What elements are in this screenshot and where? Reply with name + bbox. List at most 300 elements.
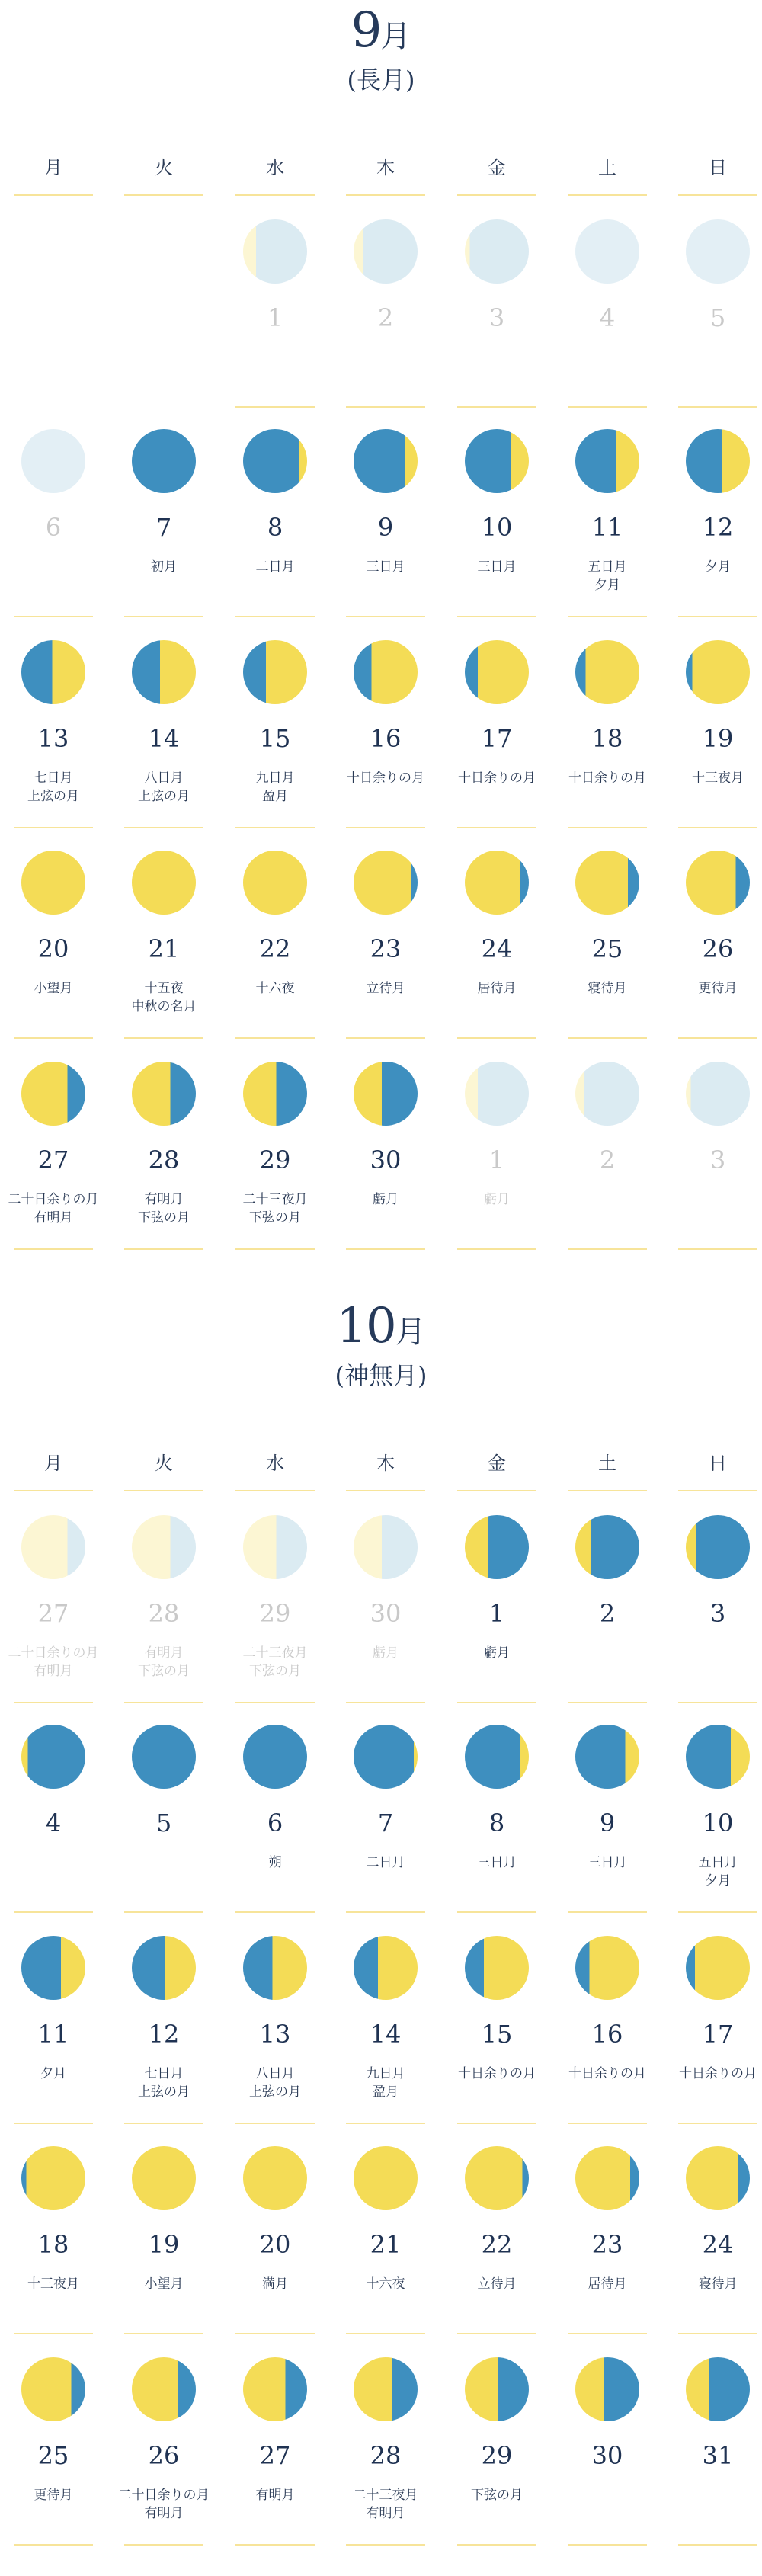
day-number: 20 <box>37 934 69 963</box>
moon-phase-icon <box>465 2357 529 2421</box>
divider <box>235 1037 315 1039</box>
day-number: 28 <box>370 2441 402 2470</box>
moon-phase-icon <box>354 640 418 704</box>
moon-phase-icon <box>132 2357 196 2421</box>
note-line: 五日月 <box>698 1855 738 1870</box>
note-line: 二十日余りの月 <box>8 1645 99 1661</box>
moon-phase-icon <box>21 1062 85 1126</box>
month-block <box>0 1296 762 2576</box>
day-number: 23 <box>591 2230 623 2259</box>
moon-name-note <box>664 2275 762 2293</box>
day-number: 6 <box>267 1809 283 1837</box>
moon-name-note <box>110 558 217 576</box>
moon-phase-icon <box>465 1515 529 1579</box>
divider <box>457 827 536 828</box>
moon-name-note <box>443 1190 550 1209</box>
moon-phase-icon <box>354 851 418 915</box>
divider <box>346 1702 425 1703</box>
moon-phase-icon <box>243 1515 307 1579</box>
divider <box>568 2123 647 2124</box>
divider <box>235 827 315 828</box>
day-number: 29 <box>259 1145 291 1174</box>
day-number: 13 <box>37 724 69 753</box>
day-number: 27 <box>259 2441 291 2470</box>
day-number: 19 <box>148 2230 180 2259</box>
moon-name-note <box>110 2486 217 2523</box>
divider <box>235 1490 315 1491</box>
day-number: 4 <box>45 1809 62 1837</box>
note-line: 下弦の月 <box>249 1210 301 1226</box>
note-line: 三日月 <box>477 559 517 575</box>
divider <box>346 2333 425 2334</box>
moon-name-note <box>443 2486 550 2504</box>
divider <box>568 616 647 617</box>
note-line: 上弦の月 <box>27 789 79 804</box>
note-line: 立待月 <box>477 2276 517 2292</box>
divider <box>678 827 757 828</box>
moon-phase-icon <box>686 2357 750 2421</box>
moon-phase-icon <box>243 2357 307 2421</box>
moon-name-note <box>0 2065 107 2083</box>
moon-name-note <box>0 1644 107 1680</box>
note-line: 十三夜月 <box>692 771 744 786</box>
day-number: 26 <box>702 934 734 963</box>
divider <box>678 1702 757 1703</box>
divider <box>568 194 647 196</box>
moon-phase-icon <box>686 1062 750 1126</box>
day-number: 14 <box>148 724 180 753</box>
note-line: 十日余りの月 <box>458 2066 536 2081</box>
divider <box>678 406 757 408</box>
divider <box>235 406 315 408</box>
moon-phase-icon <box>575 2357 639 2421</box>
divider <box>678 2544 757 2546</box>
divider <box>235 194 315 196</box>
divider <box>457 616 536 617</box>
day-number: 15 <box>259 724 291 753</box>
note-line: 寝待月 <box>698 2276 738 2292</box>
moon-name-note <box>110 979 217 1016</box>
divider <box>14 2333 93 2334</box>
moon-phase-icon <box>465 429 529 493</box>
note-line: 二十三夜月 <box>242 1192 308 1207</box>
moon-name-note <box>554 558 661 594</box>
note-line: 二十日余りの月 <box>8 1192 99 1207</box>
divider <box>124 1490 203 1491</box>
moon-name-note <box>0 1190 107 1227</box>
note-line: 有明月 <box>144 2506 184 2521</box>
note-line: 小望月 <box>144 2276 184 2292</box>
divider <box>124 1911 203 1913</box>
divider <box>457 1911 536 1913</box>
day-number: 16 <box>591 2020 623 2049</box>
note-line: 十日余りの月 <box>568 2066 646 2081</box>
day-number: 7 <box>155 513 172 542</box>
moon-name-note <box>332 2486 439 2523</box>
moon-phase-icon <box>243 1725 307 1789</box>
moon-name-note <box>443 1644 550 1662</box>
divider <box>14 194 93 196</box>
moon-phase-icon <box>354 1936 418 2000</box>
moon-phase-icon <box>575 1936 639 2000</box>
moon-phase-icon <box>686 2146 750 2210</box>
divider <box>678 1248 757 1250</box>
moon-name-note <box>664 769 762 787</box>
note-line: 立待月 <box>366 981 405 996</box>
day-number: 26 <box>148 2441 180 2470</box>
moon-name-note <box>110 769 217 806</box>
divider <box>124 2544 203 2546</box>
moon-name-note <box>222 769 328 806</box>
note-line: 十五夜 <box>144 981 184 996</box>
moon-name-note <box>0 769 107 806</box>
note-line: 中秋の名月 <box>131 999 197 1014</box>
divider <box>14 1490 93 1491</box>
note-line: 虧月 <box>484 1192 510 1207</box>
note-line: 二十日余りの月 <box>118 2488 210 2503</box>
moon-name-note <box>443 2275 550 2293</box>
day-number: 12 <box>702 513 734 542</box>
moon-phase-icon <box>132 429 196 493</box>
divider <box>568 1248 647 1250</box>
divider <box>346 1037 425 1039</box>
moon-name-note <box>443 2065 550 2083</box>
note-line: 十日余りの月 <box>568 771 646 786</box>
note-line: 更待月 <box>698 981 738 996</box>
divider <box>124 1248 203 1250</box>
moon-name-note <box>443 979 550 998</box>
divider <box>346 406 425 408</box>
divider <box>124 1702 203 1703</box>
moon-phase-icon <box>243 219 307 284</box>
divider <box>678 1037 757 1039</box>
divider <box>678 616 757 617</box>
note-line: 九日月 <box>366 2066 405 2081</box>
day-number: 29 <box>259 1599 291 1628</box>
day-number: 5 <box>155 1809 172 1837</box>
note-line: 十六夜 <box>366 2276 405 2292</box>
divider <box>346 616 425 617</box>
moon-name-note <box>554 979 661 998</box>
divider <box>568 1037 647 1039</box>
divider <box>14 1037 93 1039</box>
moon-phase-icon <box>21 2357 85 2421</box>
weekday-label: 日 <box>709 1453 727 1474</box>
moon-name-note <box>110 2275 217 2293</box>
month-number: 9 <box>351 2 381 59</box>
month-unit: 月 <box>380 19 411 54</box>
moon-name-note <box>443 769 550 787</box>
day-number: 1 <box>488 1599 505 1628</box>
day-number: 10 <box>481 513 513 542</box>
moon-name-note <box>332 769 439 787</box>
moon-phase-icon <box>465 219 529 284</box>
weekday-label: 木 <box>376 157 395 178</box>
moon-phase-icon <box>354 2146 418 2210</box>
moon-name-note <box>332 2065 439 2101</box>
moon-phase-icon <box>686 1936 750 2000</box>
moon-phase-icon <box>354 1062 418 1126</box>
moon-phase-icon <box>21 851 85 915</box>
divider <box>678 194 757 196</box>
weekday-label: 水 <box>266 157 284 178</box>
day-number: 4 <box>599 303 616 332</box>
month-title <box>0 0 762 61</box>
moon-phase-icon <box>354 2357 418 2421</box>
moon-phase-icon <box>132 1725 196 1789</box>
note-line: 虧月 <box>484 1645 510 1661</box>
moon-phase-icon <box>354 429 418 493</box>
divider <box>457 2544 536 2546</box>
divider <box>235 1702 315 1703</box>
note-line: 三日月 <box>366 559 405 575</box>
moon-name-note <box>554 2275 661 2293</box>
divider <box>14 827 93 828</box>
moon-name-note <box>332 1190 439 1209</box>
divider <box>14 616 93 617</box>
moon-name-note <box>110 1190 217 1227</box>
note-line: 十六夜 <box>255 981 295 996</box>
divider <box>346 2123 425 2124</box>
note-line: 更待月 <box>34 2488 73 2503</box>
moon-phase-icon <box>575 851 639 915</box>
moon-name-note <box>222 979 328 998</box>
note-line: 下弦の月 <box>471 2488 523 2503</box>
note-line: 八日月 <box>255 2066 295 2081</box>
moon-phase-icon <box>21 1515 85 1579</box>
moon-name-note <box>222 2065 328 2101</box>
divider <box>235 2333 315 2334</box>
moon-name-note <box>0 2275 107 2293</box>
note-line: 虧月 <box>373 1645 399 1661</box>
divider <box>568 2544 647 2546</box>
month-old-name: (長月) <box>347 66 415 95</box>
divider <box>457 2333 536 2334</box>
moon-name-note <box>222 558 328 576</box>
note-line: 上弦の月 <box>138 2084 190 2100</box>
moon-phase-icon <box>465 1062 529 1126</box>
moon-phase-icon <box>21 1725 85 1789</box>
day-number: 18 <box>591 724 623 753</box>
moon-name-note <box>443 558 550 576</box>
divider <box>346 1490 425 1491</box>
note-line: 二十三夜月 <box>242 1645 308 1661</box>
moon-phase-icon <box>575 429 639 493</box>
moon-name-note <box>664 2065 762 2083</box>
note-line: 二日月 <box>366 1855 405 1870</box>
divider <box>457 194 536 196</box>
month-unit: 月 <box>395 1315 426 1350</box>
note-line: 盈月 <box>373 2084 399 2100</box>
day-number: 5 <box>709 303 726 332</box>
moon-name-note <box>0 979 107 998</box>
note-line: 二日月 <box>255 559 295 575</box>
note-line: 虧月 <box>373 1192 399 1207</box>
moon-phase-icon <box>686 1515 750 1579</box>
divider <box>346 1248 425 1250</box>
note-line: 夕月 <box>705 1873 731 1889</box>
weekday-label: 月 <box>44 157 62 178</box>
divider <box>124 194 203 196</box>
moon-phase-icon <box>465 640 529 704</box>
divider <box>235 1248 315 1250</box>
note-line: 小望月 <box>34 981 73 996</box>
divider <box>124 2333 203 2334</box>
note-line: 上弦の月 <box>249 2084 301 2100</box>
day-number: 9 <box>377 513 394 542</box>
day-number: 11 <box>37 2020 69 2049</box>
divider <box>568 1911 647 1913</box>
divider <box>124 2123 203 2124</box>
day-number: 31 <box>702 2441 734 2470</box>
day-number: 20 <box>259 2230 291 2259</box>
moon-phase-icon <box>243 429 307 493</box>
moon-phase-icon <box>132 2146 196 2210</box>
note-line: 九日月 <box>255 771 295 786</box>
day-number: 19 <box>702 724 734 753</box>
day-number: 25 <box>37 2441 69 2470</box>
moon-name-note <box>332 2275 439 2293</box>
divider <box>14 2123 93 2124</box>
divider <box>568 2333 647 2334</box>
moon-phase-icon <box>21 640 85 704</box>
weekday-label: 水 <box>266 1453 284 1474</box>
moon-phase-icon <box>575 1515 639 1579</box>
divider <box>678 2123 757 2124</box>
note-line: 十日余りの月 <box>679 2066 757 2081</box>
moon-phase-icon <box>132 1062 196 1126</box>
divider <box>457 1490 536 1491</box>
divider <box>678 1911 757 1913</box>
moon-phase-icon <box>465 851 529 915</box>
divider <box>457 1702 536 1703</box>
note-line: 十日余りの月 <box>458 771 536 786</box>
day-number: 30 <box>370 1145 402 1174</box>
note-line: 五日月 <box>588 559 627 575</box>
moon-phase-icon <box>243 851 307 915</box>
moon-phase-icon <box>686 640 750 704</box>
moon-phase-icon <box>686 219 750 284</box>
moon-phase-icon <box>243 640 307 704</box>
note-line: 八日月 <box>144 771 184 786</box>
divider <box>457 1037 536 1039</box>
note-line: 有明月 <box>366 2506 405 2521</box>
moon-phase-icon <box>575 2146 639 2210</box>
divider <box>235 616 315 617</box>
weekday-label: 土 <box>598 1453 616 1474</box>
note-line: 夕月 <box>594 578 620 593</box>
note-line: 十日余りの月 <box>347 771 424 786</box>
day-number: 3 <box>488 303 505 332</box>
divider <box>235 2123 315 2124</box>
day-number: 3 <box>709 1145 726 1174</box>
note-line: 有明月 <box>144 1645 184 1661</box>
note-line: 盈月 <box>262 789 288 804</box>
day-number: 2 <box>599 1599 616 1628</box>
moon-phase-icon <box>575 640 639 704</box>
day-number: 7 <box>377 1809 394 1837</box>
note-line: 有明月 <box>34 1664 73 1679</box>
moon-phase-icon <box>575 1062 639 1126</box>
divider <box>568 827 647 828</box>
note-line: 朔 <box>268 1855 282 1870</box>
day-number: 16 <box>370 724 402 753</box>
divider <box>235 1911 315 1913</box>
day-number: 28 <box>148 1599 180 1628</box>
divider <box>457 406 536 408</box>
note-line: 下弦の月 <box>138 1664 190 1679</box>
note-line: 七日月 <box>34 771 73 786</box>
day-number: 18 <box>37 2230 69 2259</box>
note-line: 居待月 <box>477 981 517 996</box>
moon-name-note <box>554 1854 661 1872</box>
divider <box>457 2123 536 2124</box>
note-line: 初月 <box>151 559 177 575</box>
moon-phase-icon <box>21 429 85 493</box>
weekday-label: 金 <box>488 157 506 178</box>
day-number: 25 <box>591 934 623 963</box>
moon-phase-icon <box>132 1515 196 1579</box>
moon-name-note <box>0 2486 107 2504</box>
moon-phase-icon <box>465 2146 529 2210</box>
day-number: 17 <box>702 2020 734 2049</box>
divider <box>568 1702 647 1703</box>
moon-name-note <box>222 2486 328 2504</box>
divider <box>346 827 425 828</box>
moon-name-note <box>332 1854 439 1872</box>
note-line: 三日月 <box>477 1855 517 1870</box>
moon-name-note <box>332 979 439 998</box>
day-number: 2 <box>599 1145 616 1174</box>
moon-name-note <box>110 2065 217 2101</box>
moon-phase-icon <box>686 429 750 493</box>
moon-name-note <box>222 1190 328 1227</box>
moon-phase-icon <box>465 1936 529 2000</box>
note-line: 満月 <box>262 2276 288 2292</box>
moon-name-note <box>664 1854 762 1890</box>
month-old-name: (神無月) <box>335 1361 427 1390</box>
divider <box>568 406 647 408</box>
day-number: 23 <box>370 934 402 963</box>
moon-phase-icon <box>21 2146 85 2210</box>
moon-name-note <box>664 558 762 576</box>
note-line: 二十三夜月 <box>353 2488 418 2503</box>
moon-name-note <box>554 2065 661 2083</box>
note-line: 夕月 <box>705 559 731 575</box>
day-number: 6 <box>45 513 62 542</box>
day-number: 24 <box>481 934 513 963</box>
note-line: 上弦の月 <box>138 789 190 804</box>
note-line: 有明月 <box>34 1210 73 1226</box>
month-title <box>0 1296 762 1357</box>
moon-phase-icon <box>132 851 196 915</box>
day-number: 17 <box>481 724 513 753</box>
weekday-label: 火 <box>155 157 173 178</box>
moon-name-note <box>110 1644 217 1680</box>
moon-phase-icon <box>575 219 639 284</box>
weekday-label: 月 <box>44 1453 62 1474</box>
moon-phase-icon <box>243 1936 307 2000</box>
weekday-label: 火 <box>155 1453 173 1474</box>
divider <box>14 1911 93 1913</box>
note-line: 七日月 <box>144 2066 184 2081</box>
day-number: 12 <box>148 2020 180 2049</box>
moon-name-note <box>332 1644 439 1662</box>
moon-phase-icon <box>354 219 418 284</box>
day-number: 22 <box>259 934 291 963</box>
day-number: 28 <box>148 1145 180 1174</box>
day-number: 3 <box>709 1599 726 1628</box>
